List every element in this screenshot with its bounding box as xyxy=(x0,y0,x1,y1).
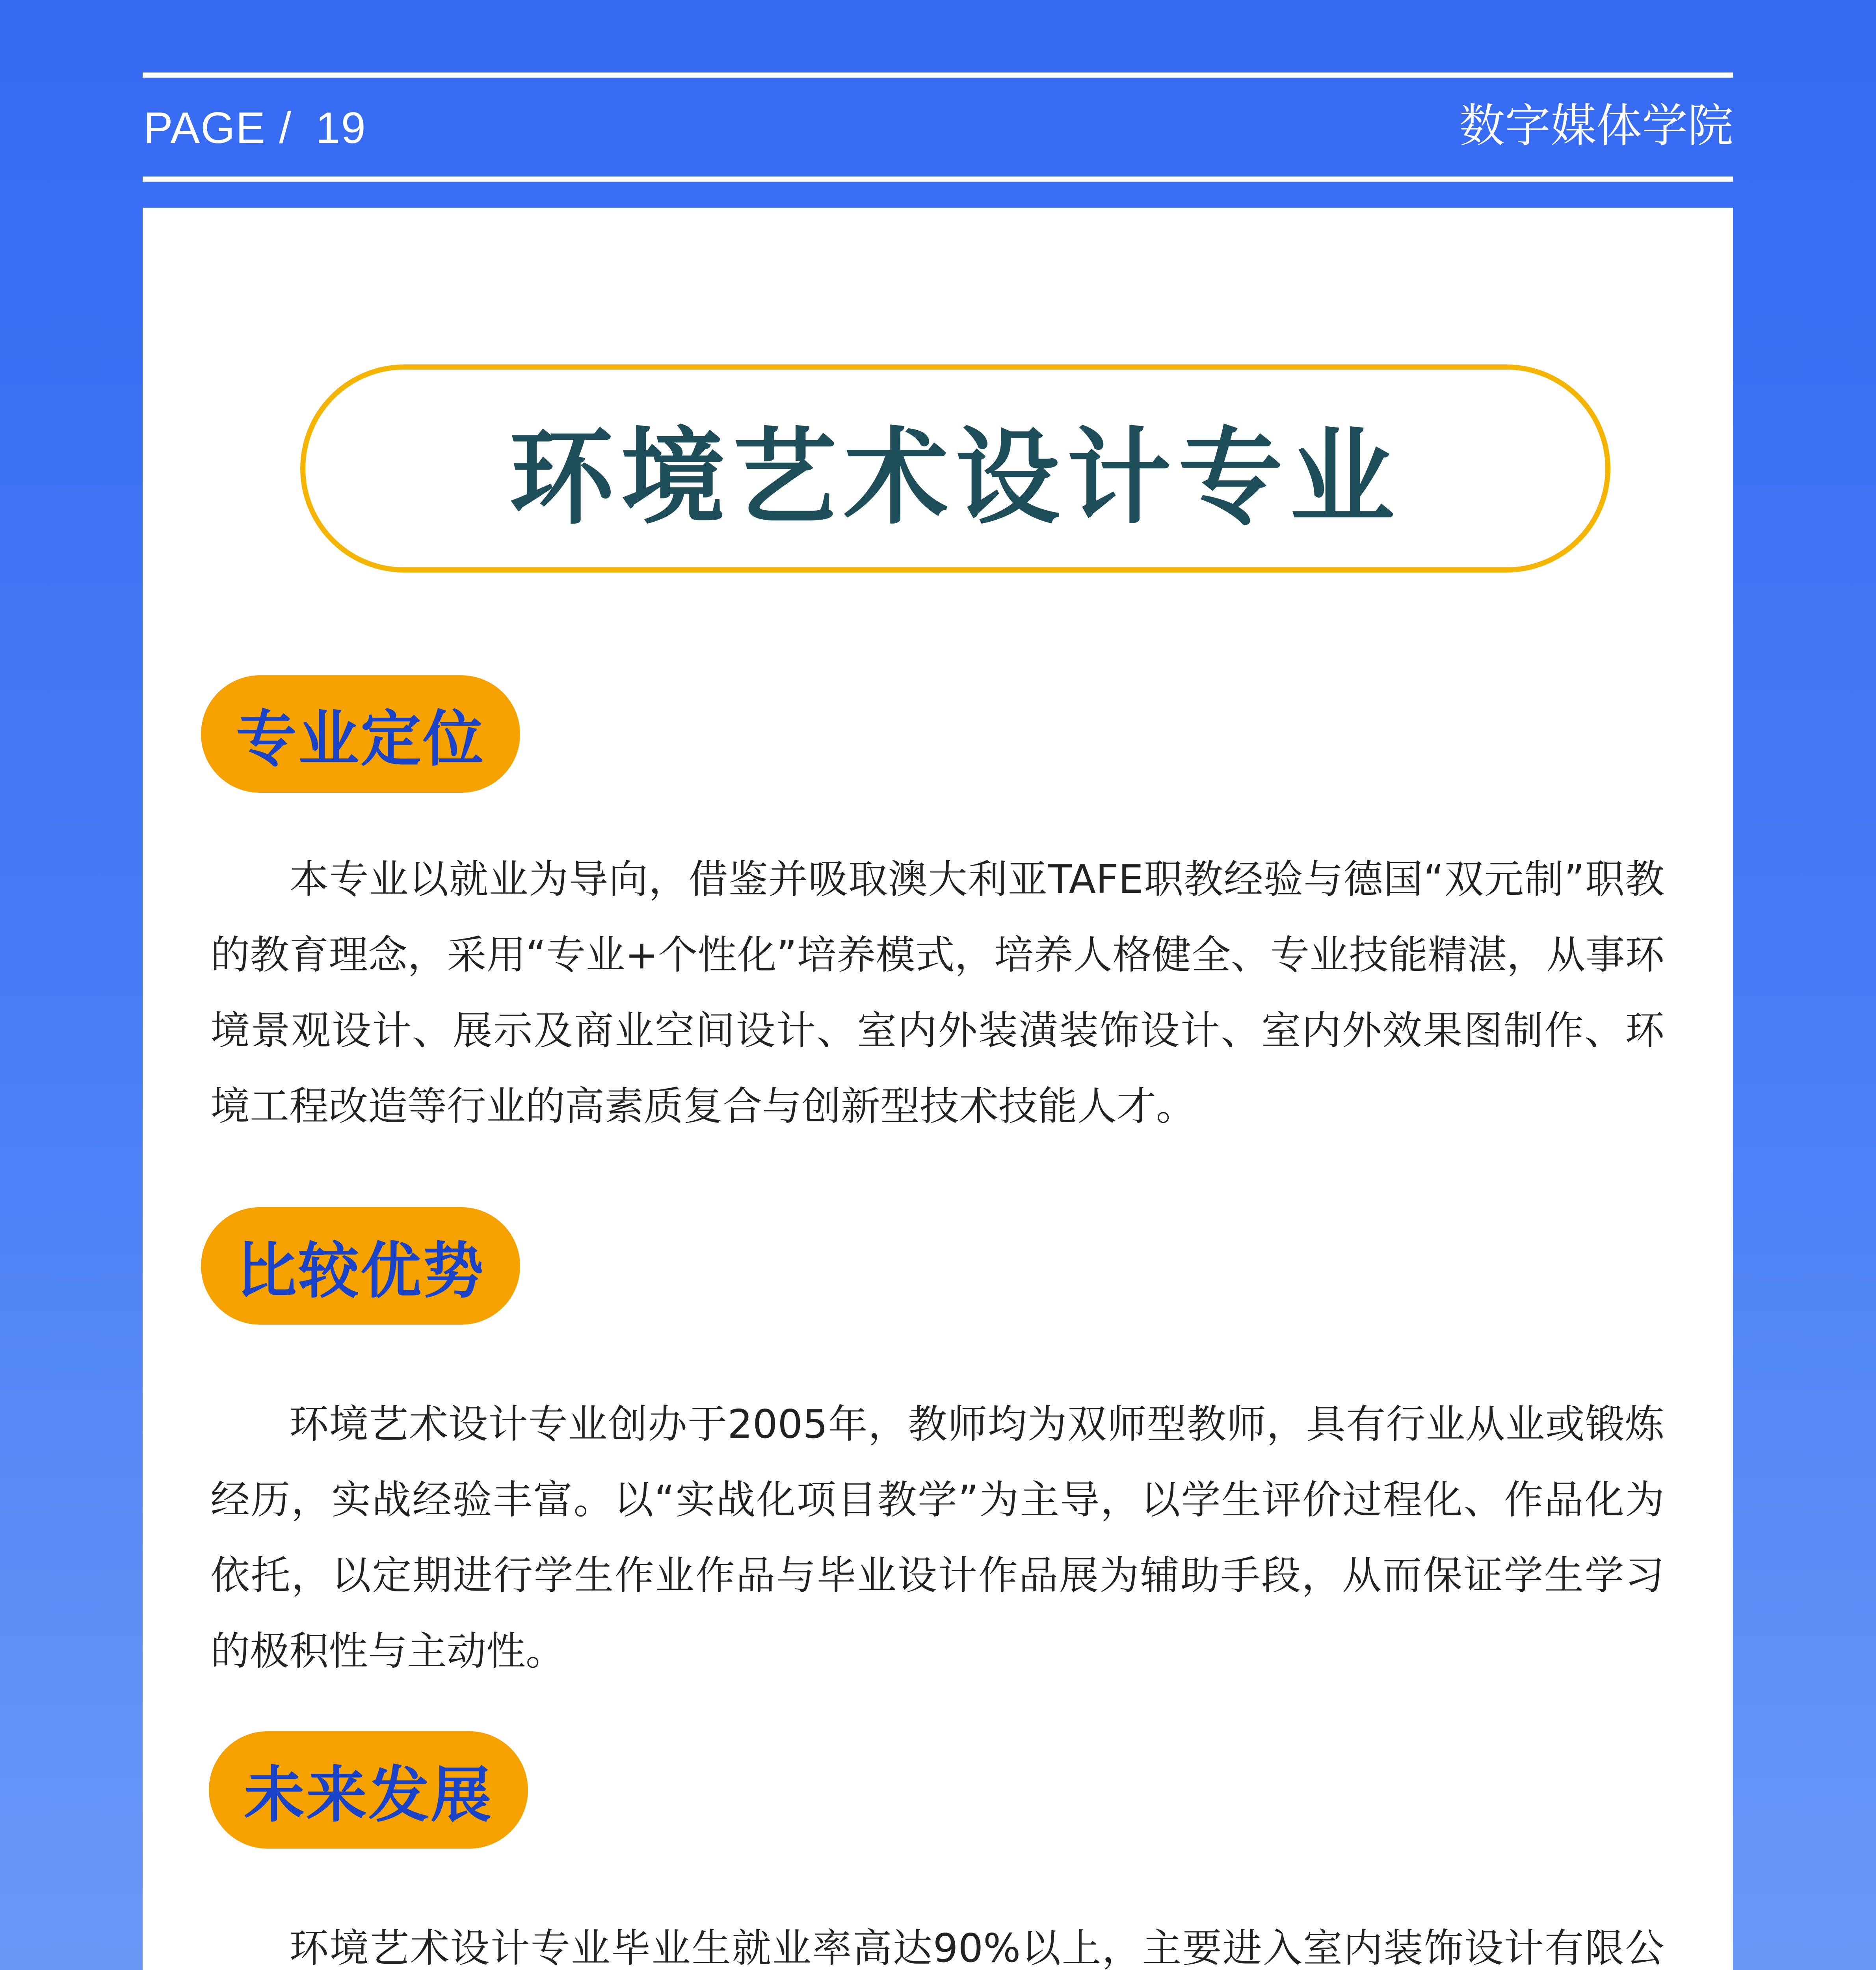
section-body-future: 环境艺术设计专业毕业生就业率高达90%以上，主要进入室内装饰设计有限公 xyxy=(289,1925,1664,1970)
section-heading-positioning xyxy=(201,675,520,793)
page-prefix: PAGE / xyxy=(143,103,292,152)
header-top-rule xyxy=(143,72,1733,78)
content-sheet xyxy=(143,208,1733,1970)
title-frame xyxy=(300,364,1610,572)
page-number: 19 xyxy=(316,103,366,152)
school-name: 数字媒体学院 xyxy=(1459,99,1733,152)
section-body-positioning: 本专业以就业为导向，借鉴并吸取澳大利亚TAFE职教经验与德国“双元制”职教的教育理念，采用“专业+个性化”培养模式，培养人格健全、专业技能精湛，从事环境景观设计、展示及商业空间设计、室内外装潢装饰设计、室内外效果图制作、环境工程改造等行业的高素质复合与创新型技术技能人才。 xyxy=(210,856,1664,1129)
section-heading-label: 专业定位 xyxy=(236,704,485,775)
page-indicator xyxy=(143,98,366,158)
section-heading-advantages xyxy=(201,1207,520,1325)
section-heading-future xyxy=(209,1731,528,1849)
section-body-advantages: 环境艺术设计专业创办于2005年，教师均为双师型教师，具有行业从业或锻炼经历，实战经验丰富。以“实战化项目教学”为主导，以学生评价过程化、作品化为依托，以定期进行学生作业作品与毕业设计作品展为辅助手段，从而保证学生学习的极积性与主动性。 xyxy=(210,1401,1664,1674)
section-heading-label: 比较优势 xyxy=(236,1236,485,1307)
header-bottom-rule xyxy=(143,177,1733,182)
page-title: 环境艺术设计专业 xyxy=(509,417,1402,539)
section-heading-label: 未来发展 xyxy=(244,1760,493,1831)
